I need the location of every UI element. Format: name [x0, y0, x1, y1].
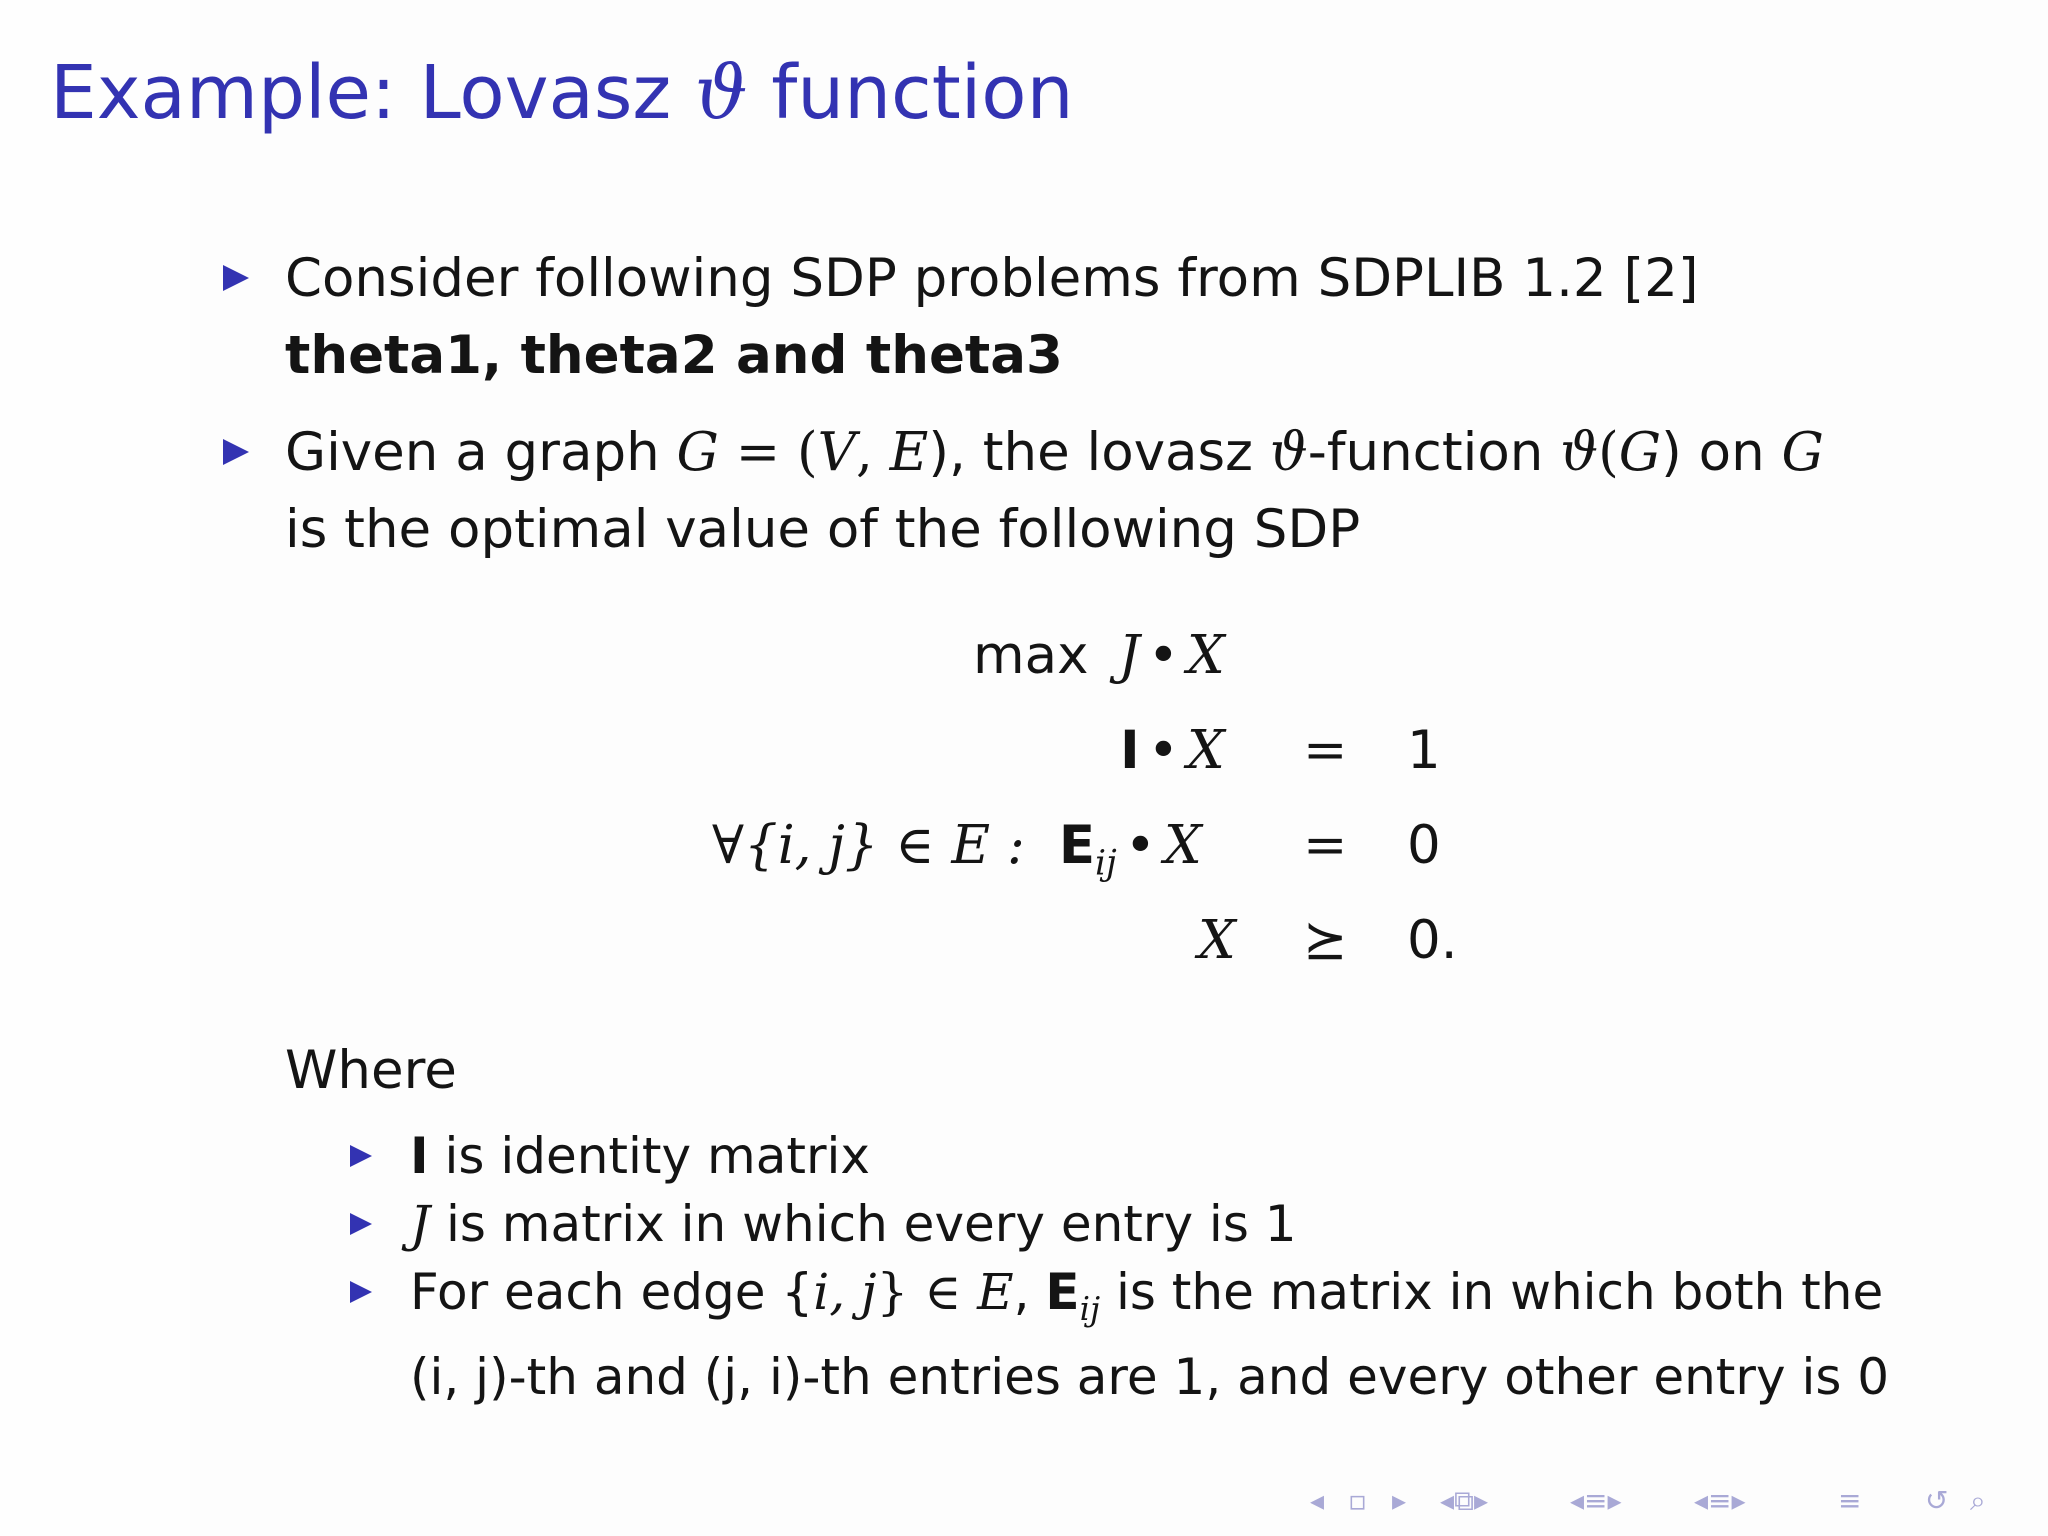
- bullet-text: Consider following SDP problems from SDPLIB 1.2 [2]: [285, 248, 1699, 309]
- text: For each edge {: [410, 1263, 814, 1321]
- frame-icon[interactable]: ▫: [1348, 1484, 1367, 1517]
- text: -function: [1307, 422, 1561, 483]
- math-theta: ϑ: [1560, 422, 1599, 483]
- math-eq: = (: [718, 422, 818, 483]
- text: ,: [1013, 1263, 1046, 1321]
- math-in: } ∈: [876, 1263, 978, 1321]
- rhs-value: 0: [1407, 815, 1441, 876]
- definition-text: is matrix in which every entry is 1: [430, 1195, 1297, 1253]
- bullet-triangle-icon: [350, 1281, 372, 1303]
- nav-next-icon[interactable]: ▸: [1392, 1484, 1407, 1517]
- subscript-ij: ij: [1095, 843, 1117, 884]
- math-I: I: [1120, 720, 1140, 781]
- math-theta: ϑ: [1269, 422, 1308, 483]
- undo-icon[interactable]: ↺: [1925, 1484, 1949, 1517]
- sdp-constraint-identity: [1120, 720, 1225, 781]
- inner-product-op: •: [1147, 625, 1179, 686]
- bullet-triangle-icon: [350, 1145, 372, 1167]
- definition-line: (i, j)-th and (j, i)-th entries are 1, and every other entry is 0: [410, 1348, 1890, 1406]
- sdp-constraint-edges: [712, 815, 1202, 884]
- text: Given a graph: [285, 422, 677, 483]
- math-X: X: [1164, 815, 1202, 876]
- sdp-objective: [973, 625, 1225, 686]
- math-X: X: [1198, 910, 1236, 971]
- inner-product-op: •: [1124, 815, 1157, 876]
- bullet-list: [220, 240, 1900, 568]
- math-paren: (: [1598, 422, 1619, 483]
- relation-psd: ⪰: [1303, 910, 1348, 971]
- definition-list: [350, 1122, 1910, 1411]
- math-G: G: [676, 422, 719, 483]
- math-X: X: [1187, 625, 1225, 686]
- title-text-end: function: [747, 50, 1074, 136]
- definition-edge-matrix: [350, 1258, 1910, 1411]
- inner-product-op: •: [1147, 720, 1179, 781]
- math-X: X: [1187, 720, 1225, 781]
- bullet-line: is the optimal value of the following SDP: [285, 499, 1361, 560]
- section-next-icon[interactable]: ◂≡▸: [1570, 1484, 1622, 1517]
- bullet-triangle-icon: [223, 265, 249, 291]
- rhs-value: 1: [1407, 720, 1441, 781]
- rhs-value: 0.: [1407, 910, 1458, 971]
- definition-ones: [350, 1190, 1910, 1258]
- bullet-triangle-icon: [223, 439, 249, 465]
- bullet-triangle-icon: [350, 1213, 372, 1235]
- text: is the matrix in which both the: [1100, 1263, 1884, 1321]
- title-theta: ϑ: [694, 50, 748, 136]
- forall-edges: ∀{i, j} ∈ E :: [712, 815, 1025, 876]
- math-E-bold: E: [1058, 815, 1096, 876]
- relation-eq: =: [1303, 815, 1348, 876]
- slide-title: [50, 50, 1073, 136]
- math-G: G: [1781, 422, 1824, 483]
- math-I: I: [410, 1127, 429, 1185]
- math-E: E: [889, 422, 929, 483]
- math-E-bold: E: [1045, 1263, 1080, 1321]
- title-text: Example: Lovasz: [50, 50, 695, 136]
- search-icon[interactable]: ⌕: [1970, 1484, 1986, 1517]
- definition-text: is identity matrix: [428, 1127, 870, 1185]
- subsection-nav-icon[interactable]: ◂≡▸: [1694, 1484, 1746, 1517]
- math-J: J: [1118, 625, 1140, 686]
- bullet-line: [285, 414, 1900, 491]
- relation-eq: =: [1303, 720, 1348, 781]
- subscript-ij: ij: [1079, 1290, 1101, 1328]
- definition-line: [410, 1258, 1910, 1343]
- beamer-navigation: [1310, 1484, 2048, 1524]
- math-comma: ,: [855, 422, 890, 483]
- max-operator: max: [973, 625, 1089, 686]
- slide-margin: [0, 0, 190, 1536]
- bullet-graph-definition: [220, 414, 1900, 568]
- definition-identity: [350, 1122, 1910, 1190]
- math-ij: i, j: [813, 1263, 877, 1321]
- math-V: V: [817, 422, 856, 483]
- text: ) on: [1661, 422, 1782, 483]
- nav-prev-icon[interactable]: ◂: [1310, 1484, 1325, 1517]
- where-label: Where: [285, 1040, 457, 1101]
- text: ), the lovasz: [928, 422, 1270, 483]
- math-J: J: [410, 1195, 431, 1253]
- align-icon[interactable]: ≡: [1838, 1484, 1862, 1517]
- section-prev-icon[interactable]: ◂⧉▸: [1440, 1484, 1489, 1517]
- problem-names: theta1, theta2 and theta3: [285, 325, 1063, 386]
- bullet-sdplib: [220, 240, 1900, 394]
- math-E: E: [977, 1263, 1014, 1321]
- math-G: G: [1618, 422, 1662, 483]
